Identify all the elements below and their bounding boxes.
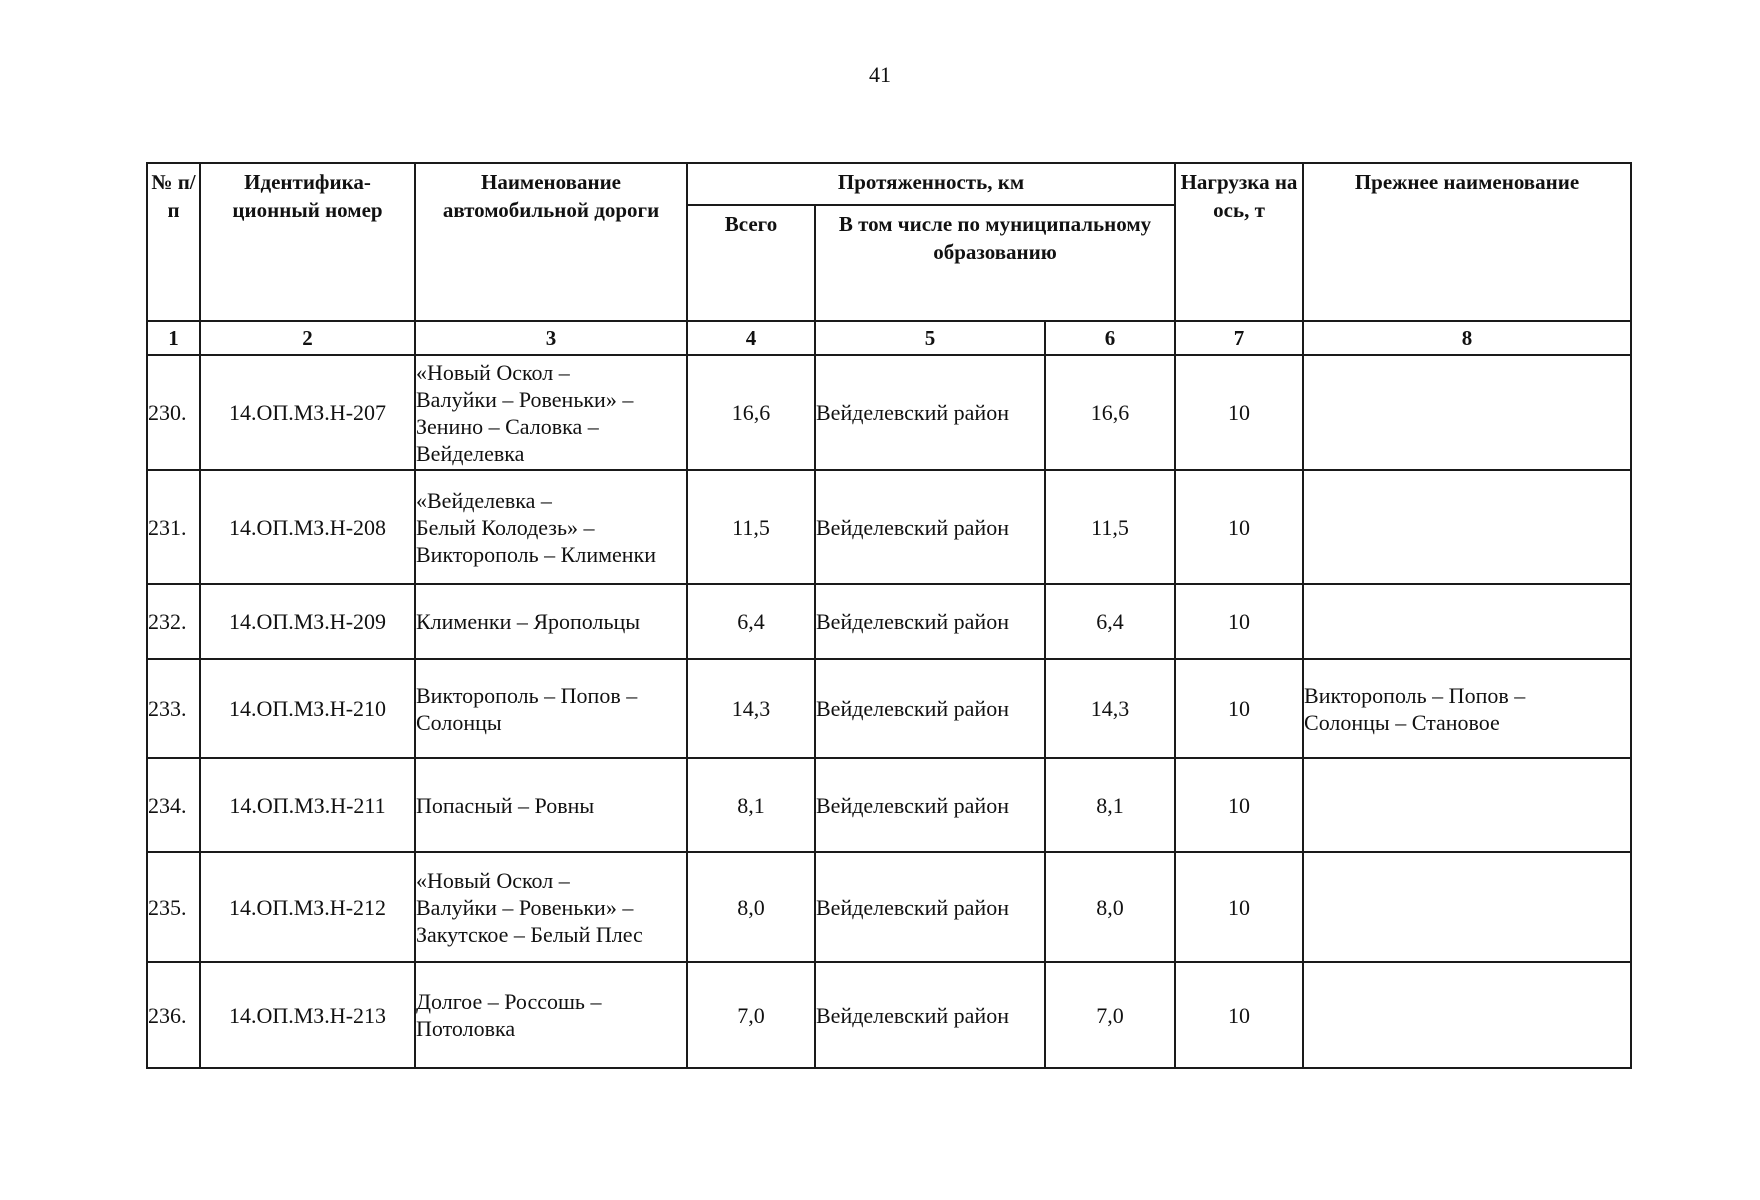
total-length: 7,0: [687, 962, 815, 1068]
column-number: 1: [147, 321, 200, 355]
column-number: 2: [200, 321, 415, 355]
previous-name: Викторополь – Попов – Солонцы – Становое: [1303, 659, 1631, 758]
previous-name: [1303, 758, 1631, 852]
previous-name: [1303, 962, 1631, 1068]
road-id: 14.ОП.МЗ.Н-210: [200, 659, 415, 758]
total-length: 11,5: [687, 470, 815, 584]
column-numbers-row: [147, 321, 1631, 355]
row-number: 231.: [147, 470, 200, 584]
table-row: [147, 962, 1631, 1068]
district-length: 11,5: [1045, 470, 1175, 584]
road-name: «Новый Оскол – Валуйки – Ровеньки» – Зенино – Саловка – Вейделевка: [415, 355, 687, 470]
header-prev-name: Прежнее наименование: [1303, 163, 1631, 321]
road-id: 14.ОП.МЗ.Н-209: [200, 584, 415, 659]
axle-load: 10: [1175, 584, 1303, 659]
axle-load: 10: [1175, 470, 1303, 584]
district: Вейделевский район: [815, 852, 1045, 962]
axle-load: 10: [1175, 355, 1303, 470]
district-length: 14,3: [1045, 659, 1175, 758]
row-number: 230.: [147, 355, 200, 470]
district: Вейделевский район: [815, 584, 1045, 659]
district: Вейделевский район: [815, 355, 1045, 470]
road-id: 14.ОП.МЗ.Н-211: [200, 758, 415, 852]
table-row: [147, 470, 1631, 584]
row-number: 236.: [147, 962, 200, 1068]
table-row: [147, 852, 1631, 962]
column-number: 7: [1175, 321, 1303, 355]
axle-load: 10: [1175, 758, 1303, 852]
axle-load: 10: [1175, 659, 1303, 758]
total-length: 14,3: [687, 659, 815, 758]
road-id: 14.ОП.МЗ.Н-207: [200, 355, 415, 470]
header-num: № п/п: [147, 163, 200, 321]
road-name: Клименки – Яропольцы: [415, 584, 687, 659]
road-name: Попасный – Ровны: [415, 758, 687, 852]
row-number: 232.: [147, 584, 200, 659]
previous-name: [1303, 355, 1631, 470]
road-name: «Вейделевка – Белый Колодезь» – Викторополь – Клименки: [415, 470, 687, 584]
district: Вейделевский район: [815, 962, 1045, 1068]
row-number: 234.: [147, 758, 200, 852]
district-length: 7,0: [1045, 962, 1175, 1068]
column-number: 3: [415, 321, 687, 355]
previous-name: [1303, 584, 1631, 659]
district: Вейделевский район: [815, 659, 1045, 758]
header-id: Идентифика-ционный номер: [200, 163, 415, 321]
previous-name: [1303, 470, 1631, 584]
road-name: Долгое – Россошь – Потоловка: [415, 962, 687, 1068]
header-municipal: В том числе по муниципальному образованию: [815, 205, 1175, 321]
axle-load: 10: [1175, 962, 1303, 1068]
row-number: 233.: [147, 659, 200, 758]
previous-name: [1303, 852, 1631, 962]
table-row: [147, 584, 1631, 659]
table-row: [147, 355, 1631, 470]
column-number: 8: [1303, 321, 1631, 355]
column-number: 6: [1045, 321, 1175, 355]
district-length: 8,1: [1045, 758, 1175, 852]
total-length: 8,0: [687, 852, 815, 962]
district-length: 16,6: [1045, 355, 1175, 470]
row-number: 235.: [147, 852, 200, 962]
axle-load: 10: [1175, 852, 1303, 962]
header-length: Протяженность, км: [687, 163, 1175, 205]
district: Вейделевский район: [815, 758, 1045, 852]
road-name: «Новый Оскол – Валуйки – Ровеньки» – Закутское – Белый Плес: [415, 852, 687, 962]
header-total: Всего: [687, 205, 815, 321]
page-number: 41: [869, 62, 891, 87]
road-id: 14.ОП.МЗ.Н-208: [200, 470, 415, 584]
district-length: 8,0: [1045, 852, 1175, 962]
table-row: [147, 659, 1631, 758]
total-length: 8,1: [687, 758, 815, 852]
road-id: 14.ОП.МЗ.Н-213: [200, 962, 415, 1068]
header-road-name: Наименование автомобильной дороги: [415, 163, 687, 321]
district: Вейделевский район: [815, 470, 1045, 584]
column-number: 4: [687, 321, 815, 355]
district-length: 6,4: [1045, 584, 1175, 659]
total-length: 16,6: [687, 355, 815, 470]
total-length: 6,4: [687, 584, 815, 659]
roads-table: [146, 162, 1632, 1069]
header-load: Нагрузка на ось, т: [1175, 163, 1303, 321]
table-row: [147, 758, 1631, 852]
road-name: Викторополь – Попов – Солонцы: [415, 659, 687, 758]
column-number: 5: [815, 321, 1045, 355]
road-id: 14.ОП.МЗ.Н-212: [200, 852, 415, 962]
